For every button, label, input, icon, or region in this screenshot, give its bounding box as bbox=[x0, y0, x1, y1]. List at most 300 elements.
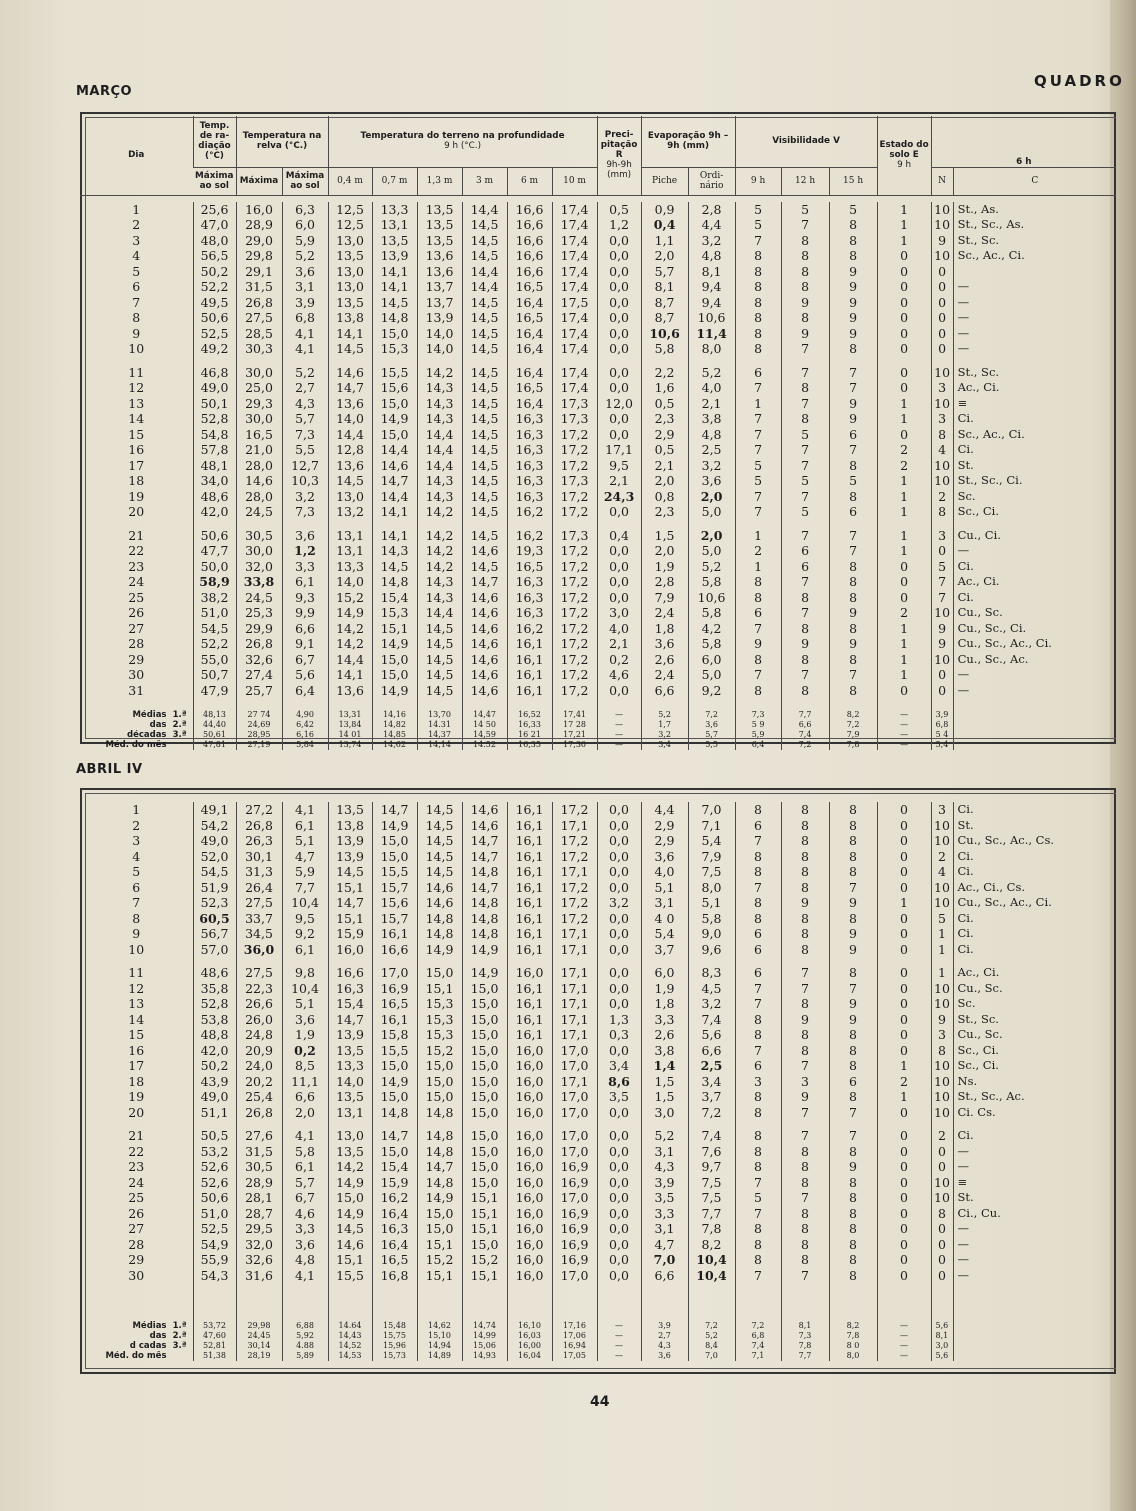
data-cell: 8,0 bbox=[688, 341, 735, 357]
data-cell: 17,4 bbox=[552, 326, 597, 342]
data-cell: 6,0 bbox=[641, 965, 688, 981]
col-visib-9h: 9 h bbox=[735, 167, 781, 195]
table-row bbox=[80, 380, 1116, 396]
data-cell: 5 bbox=[781, 473, 829, 489]
data-cell: 14,4 bbox=[417, 442, 462, 458]
data-cell: 17,5 bbox=[552, 295, 597, 311]
cloud-type-cell: Cu., Ci. bbox=[953, 528, 1116, 544]
spacer bbox=[80, 957, 193, 965]
data-cell: 47,7 bbox=[193, 543, 236, 559]
data-cell: 51,1 bbox=[193, 1105, 236, 1121]
data-cell: 0 bbox=[931, 295, 953, 311]
data-cell: 14,6 bbox=[462, 543, 507, 559]
data-cell: 7 bbox=[781, 217, 829, 233]
data-cell: 14,7 bbox=[328, 1012, 372, 1028]
data-cell: 16,3 bbox=[507, 574, 552, 590]
data-cell: 4,3 bbox=[641, 1159, 688, 1175]
cloud-type-cell: Sc., Ci. bbox=[953, 1043, 1116, 1059]
data-cell: 5 bbox=[931, 911, 953, 927]
data-cell: 1 bbox=[877, 411, 931, 427]
data-cell: 50,6 bbox=[193, 310, 236, 326]
data-cell: 7 bbox=[829, 667, 877, 683]
data-cell: 8 bbox=[829, 1043, 877, 1059]
table-row bbox=[80, 543, 1116, 559]
data-cell: 17,4 bbox=[552, 264, 597, 280]
data-cell: 14,2 bbox=[417, 543, 462, 559]
data-cell: 16,4 bbox=[372, 1237, 417, 1253]
data-cell: 15,4 bbox=[328, 996, 372, 1012]
data-cell: 1,2 bbox=[597, 217, 641, 233]
average-cell: 3,9 bbox=[931, 710, 953, 720]
data-cell: 3,1 bbox=[641, 1144, 688, 1160]
data-cell: 16,3 bbox=[372, 1221, 417, 1237]
average-cell: 27 74 bbox=[236, 710, 282, 720]
data-cell: 3,7 bbox=[688, 1089, 735, 1105]
cloud-type-cell: St. bbox=[953, 458, 1116, 474]
data-cell: 3 bbox=[735, 1074, 781, 1090]
data-cell: 14,4 bbox=[462, 264, 507, 280]
data-cell: 4,8 bbox=[282, 1252, 328, 1268]
data-cell: 6,7 bbox=[282, 1190, 328, 1206]
data-cell: 3,2 bbox=[688, 233, 735, 249]
spacer bbox=[953, 1120, 1116, 1128]
spacer bbox=[193, 357, 236, 365]
data-cell: 9 bbox=[829, 295, 877, 311]
average-cell: 3,9 bbox=[641, 1321, 688, 1331]
spacer bbox=[781, 520, 829, 528]
data-cell: 3,6 bbox=[282, 264, 328, 280]
average-cell: 13,31 bbox=[328, 710, 372, 720]
data-cell: 3,1 bbox=[282, 279, 328, 295]
decade-number: 2.ª bbox=[172, 1331, 187, 1341]
day-cell: 22 bbox=[128, 1143, 145, 1159]
data-cell: 16,1 bbox=[507, 911, 552, 927]
spacer bbox=[236, 357, 282, 365]
table-row bbox=[80, 895, 1116, 911]
data-cell: 16,1 bbox=[507, 926, 552, 942]
spacer bbox=[236, 1120, 282, 1128]
data-cell: 3,6 bbox=[282, 528, 328, 544]
data-cell: 13,9 bbox=[417, 310, 462, 326]
data-cell: 8 bbox=[781, 996, 829, 1012]
data-cell: 2 bbox=[931, 849, 953, 865]
table-row bbox=[80, 1027, 1116, 1043]
data-cell: 6,6 bbox=[282, 621, 328, 637]
data-cell: 15,3 bbox=[417, 1027, 462, 1043]
data-cell: 16,6 bbox=[507, 217, 552, 233]
data-cell: 7 bbox=[735, 1043, 781, 1059]
data-cell: 8 bbox=[781, 1027, 829, 1043]
average-cell: — bbox=[877, 1341, 931, 1351]
data-cell: 14,9 bbox=[417, 942, 462, 958]
data-cell: 16,1 bbox=[507, 802, 552, 818]
data-cell: 8 bbox=[781, 264, 829, 280]
data-cell: 7 bbox=[781, 442, 829, 458]
average-cell: 14,94 bbox=[417, 1341, 462, 1351]
data-cell: 50,6 bbox=[193, 528, 236, 544]
data-cell: 6 bbox=[735, 942, 781, 958]
data-cell: 25,4 bbox=[236, 1089, 282, 1105]
data-cell: 14,5 bbox=[417, 849, 462, 865]
average-cell: 17,06 bbox=[552, 1331, 597, 1341]
cloud-type-cell: Ci. bbox=[953, 849, 1116, 865]
data-cell: 14,1 bbox=[372, 264, 417, 280]
data-cell: 15,0 bbox=[417, 1074, 462, 1090]
data-cell: 9 bbox=[829, 310, 877, 326]
data-cell: 29,0 bbox=[236, 233, 282, 249]
spacer bbox=[688, 698, 735, 710]
data-cell: 16,6 bbox=[328, 965, 372, 981]
data-cell: 14,5 bbox=[417, 818, 462, 834]
average-cell: 14.64 bbox=[328, 1321, 372, 1331]
data-cell: 16,2 bbox=[507, 621, 552, 637]
data-cell: 16,9 bbox=[372, 981, 417, 997]
data-cell: 14,5 bbox=[462, 326, 507, 342]
data-cell: 9 bbox=[829, 1012, 877, 1028]
data-cell: 32,0 bbox=[236, 559, 282, 575]
spacer bbox=[931, 1283, 953, 1321]
data-cell: 14,7 bbox=[462, 833, 507, 849]
data-cell: 0 bbox=[877, 1206, 931, 1222]
cloud-type-cell: — bbox=[953, 341, 1116, 357]
average-cell: 5,4 bbox=[931, 740, 953, 750]
data-cell: 5 bbox=[735, 202, 781, 218]
data-cell: 10,4 bbox=[688, 1252, 735, 1268]
data-cell: 9 bbox=[829, 895, 877, 911]
spacer bbox=[953, 720, 1116, 730]
table-row bbox=[80, 1144, 1116, 1160]
data-cell: 17,4 bbox=[552, 202, 597, 218]
data-cell: 16,4 bbox=[507, 326, 552, 342]
data-cell: 14,6 bbox=[462, 652, 507, 668]
day-cell: 13 bbox=[128, 395, 145, 411]
data-cell: 14,8 bbox=[417, 1144, 462, 1160]
data-cell: 13,9 bbox=[328, 1027, 372, 1043]
spacer bbox=[953, 740, 1116, 750]
data-cell: 14,5 bbox=[462, 489, 507, 505]
data-cell: 0 bbox=[877, 1190, 931, 1206]
data-cell: 0,0 bbox=[597, 911, 641, 927]
data-cell: 0,0 bbox=[597, 942, 641, 958]
data-cell: 14,9 bbox=[417, 1190, 462, 1206]
data-cell: 7,9 bbox=[688, 849, 735, 865]
data-cell: 14,8 bbox=[462, 864, 507, 880]
average-cell: 15,06 bbox=[462, 1341, 507, 1351]
data-cell: 3,3 bbox=[641, 1012, 688, 1028]
data-cell: 11,1 bbox=[282, 1074, 328, 1090]
data-cell: 1,9 bbox=[641, 981, 688, 997]
spacer bbox=[877, 520, 931, 528]
spacer bbox=[781, 1283, 829, 1321]
data-cell: 13,8 bbox=[328, 818, 372, 834]
data-cell: 24,3 bbox=[597, 489, 641, 505]
data-cell: 14,7 bbox=[462, 880, 507, 896]
data-cell: 10 bbox=[931, 981, 953, 997]
cloud-type-cell: Cu., Sc., Ci. bbox=[953, 621, 1116, 637]
data-cell: 1,5 bbox=[641, 1074, 688, 1090]
data-cell: 2,1 bbox=[688, 396, 735, 412]
data-cell: 8 bbox=[781, 926, 829, 942]
spacer bbox=[282, 357, 328, 365]
spacer bbox=[829, 957, 877, 965]
data-cell: 10 bbox=[931, 202, 953, 218]
average-cell: 1,7 bbox=[641, 720, 688, 730]
data-cell: 8 bbox=[829, 911, 877, 927]
average-cell: 8,2 bbox=[829, 710, 877, 720]
data-cell: 16,0 bbox=[507, 1089, 552, 1105]
table-row bbox=[80, 965, 1116, 981]
data-cell: 2,8 bbox=[688, 202, 735, 218]
day-cell: 5 bbox=[132, 263, 141, 279]
data-cell: 10 bbox=[931, 1058, 953, 1074]
data-cell: 17,2 bbox=[552, 802, 597, 818]
table-row bbox=[80, 341, 1116, 357]
data-cell: 14,5 bbox=[328, 864, 372, 880]
data-cell: 3 bbox=[931, 528, 953, 544]
table-row bbox=[80, 504, 1116, 520]
col-estado bbox=[877, 116, 931, 195]
data-cell: 4,1 bbox=[282, 1128, 328, 1144]
data-cell: 54,8 bbox=[193, 427, 236, 443]
average-label bbox=[80, 1341, 193, 1351]
data-cell: 33,8 bbox=[236, 574, 282, 590]
data-cell: 1,8 bbox=[641, 996, 688, 1012]
data-cell: 58,9 bbox=[193, 574, 236, 590]
data-cell: 31,5 bbox=[236, 279, 282, 295]
data-cell: 52,6 bbox=[193, 1175, 236, 1191]
data-cell: 2,4 bbox=[641, 667, 688, 683]
data-cell: 0 bbox=[877, 802, 931, 818]
table-row bbox=[80, 849, 1116, 865]
data-cell: 9 bbox=[781, 1089, 829, 1105]
data-cell: 0,0 bbox=[597, 981, 641, 997]
spacer bbox=[552, 357, 597, 365]
data-cell: 16,2 bbox=[372, 1190, 417, 1206]
data-cell: 8 bbox=[931, 504, 953, 520]
data-cell: 9 bbox=[829, 942, 877, 958]
data-cell: 15,0 bbox=[462, 1074, 507, 1090]
data-cell: 16,3 bbox=[507, 489, 552, 505]
data-cell: 14,5 bbox=[417, 652, 462, 668]
data-cell: 6,1 bbox=[282, 1159, 328, 1175]
cloud-type-cell: Ac., Ci. bbox=[953, 574, 1116, 590]
average-cell: 7,0 bbox=[688, 1351, 735, 1361]
data-cell: 34,0 bbox=[193, 473, 236, 489]
data-cell: 14,3 bbox=[417, 380, 462, 396]
average-cell: 14,82 bbox=[372, 720, 417, 730]
average-cell: 16,52 bbox=[507, 710, 552, 720]
data-cell: 0,0 bbox=[597, 849, 641, 865]
data-cell: 8 bbox=[829, 802, 877, 818]
data-cell: 2,3 bbox=[641, 504, 688, 520]
average-label bbox=[80, 720, 193, 730]
data-cell: 3,5 bbox=[597, 1089, 641, 1105]
data-cell: 8 bbox=[735, 341, 781, 357]
average-row bbox=[80, 1331, 1116, 1341]
table-row bbox=[80, 326, 1116, 342]
day-cell: 12 bbox=[128, 380, 145, 395]
cloud-type-cell: — bbox=[953, 1221, 1116, 1237]
data-cell: 8 bbox=[829, 1089, 877, 1105]
day-cell: 3 bbox=[132, 232, 141, 248]
data-cell: 14,5 bbox=[462, 458, 507, 474]
data-cell: 52,2 bbox=[193, 279, 236, 295]
data-cell: 5,1 bbox=[688, 895, 735, 911]
cloud-type-cell: — bbox=[953, 1159, 1116, 1175]
data-cell: 7 bbox=[781, 341, 829, 357]
data-cell: 14,5 bbox=[417, 864, 462, 880]
average-cell: 7,2 bbox=[688, 710, 735, 720]
data-cell: 26,8 bbox=[236, 295, 282, 311]
data-cell: 3,4 bbox=[688, 1074, 735, 1090]
table-row bbox=[80, 818, 1116, 834]
data-cell: 14,3 bbox=[417, 489, 462, 505]
data-cell: 49,0 bbox=[193, 1089, 236, 1105]
data-cell: 0,0 bbox=[597, 310, 641, 326]
data-cell: 14,0 bbox=[417, 326, 462, 342]
data-cell: 14,3 bbox=[417, 396, 462, 412]
data-cell: 16,9 bbox=[552, 1221, 597, 1237]
day-cell: 30 bbox=[128, 1267, 145, 1283]
cloud-type-cell: Ci. Cs. bbox=[953, 1105, 1116, 1121]
average-row bbox=[80, 1351, 1116, 1361]
col-nuvens-n: N bbox=[931, 167, 953, 195]
spacer bbox=[462, 1120, 507, 1128]
data-cell: 15,5 bbox=[372, 1043, 417, 1059]
data-cell: 9 bbox=[781, 326, 829, 342]
data-cell: 0,0 bbox=[597, 996, 641, 1012]
data-cell: 26,3 bbox=[236, 833, 282, 849]
data-cell: 52,5 bbox=[193, 1221, 236, 1237]
data-cell: 15,0 bbox=[372, 667, 417, 683]
day-cell: 4 bbox=[132, 248, 141, 263]
data-cell: 1 bbox=[877, 652, 931, 668]
data-cell: 5 bbox=[735, 217, 781, 233]
data-cell: 3,7 bbox=[641, 942, 688, 958]
data-cell: 16,1 bbox=[507, 996, 552, 1012]
data-cell: 14,8 bbox=[417, 1105, 462, 1121]
table-row bbox=[80, 996, 1116, 1012]
data-cell: 16,1 bbox=[507, 942, 552, 958]
data-cell: 0 bbox=[931, 1237, 953, 1253]
average-label bbox=[80, 730, 193, 740]
data-cell: 15,2 bbox=[417, 1043, 462, 1059]
data-cell: 4 0 bbox=[641, 911, 688, 927]
data-cell: 17,2 bbox=[552, 667, 597, 683]
data-cell: 17,0 bbox=[552, 1089, 597, 1105]
data-cell: 13,9 bbox=[328, 849, 372, 865]
data-cell: 56,7 bbox=[193, 926, 236, 942]
data-cell: 51,0 bbox=[193, 1206, 236, 1222]
data-cell: 17,3 bbox=[552, 473, 597, 489]
data-cell: 14,1 bbox=[372, 504, 417, 520]
data-cell: 8 bbox=[781, 1252, 829, 1268]
data-cell: 8 bbox=[781, 683, 829, 699]
data-cell: 17,3 bbox=[552, 411, 597, 427]
data-cell: 0,0 bbox=[597, 880, 641, 896]
data-cell: 0,0 bbox=[597, 264, 641, 280]
data-cell: 16,3 bbox=[507, 442, 552, 458]
data-cell: 10 bbox=[931, 1089, 953, 1105]
spacer bbox=[193, 1283, 236, 1321]
data-cell: 8 bbox=[735, 911, 781, 927]
average-cell: 7,2 bbox=[829, 720, 877, 730]
data-cell: 16,8 bbox=[372, 1268, 417, 1284]
table-row bbox=[80, 864, 1116, 880]
data-cell: 7,3 bbox=[282, 427, 328, 443]
day-cell: 29 bbox=[128, 651, 145, 667]
data-cell: 10 bbox=[931, 996, 953, 1012]
data-cell: 4,0 bbox=[688, 380, 735, 396]
table-row bbox=[80, 1159, 1116, 1175]
day-cell: 13 bbox=[128, 996, 145, 1011]
day-cell: 10 bbox=[128, 941, 145, 957]
data-cell: 14,7 bbox=[328, 380, 372, 396]
data-cell: 0 bbox=[931, 1252, 953, 1268]
data-cell: 14,5 bbox=[462, 559, 507, 575]
data-cell: 14,5 bbox=[462, 442, 507, 458]
data-cell: 14,4 bbox=[328, 652, 372, 668]
data-cell: 16,1 bbox=[372, 1012, 417, 1028]
day-cell: 26 bbox=[128, 1205, 145, 1221]
data-cell: 0 bbox=[877, 965, 931, 981]
cloud-type-cell: Sc. bbox=[953, 489, 1116, 505]
data-cell: 0,0 bbox=[597, 295, 641, 311]
data-cell: 14,8 bbox=[417, 926, 462, 942]
data-cell: 3,9 bbox=[282, 295, 328, 311]
spacer bbox=[688, 357, 735, 365]
data-cell: 8 bbox=[781, 818, 829, 834]
data-cell: 16,9 bbox=[552, 1159, 597, 1175]
data-cell: 48,8 bbox=[193, 1027, 236, 1043]
cloud-type-cell: — bbox=[953, 279, 1116, 295]
data-cell: 0 bbox=[877, 880, 931, 896]
data-cell: 29,5 bbox=[236, 1221, 282, 1237]
data-cell: 0 bbox=[877, 264, 931, 280]
spacer bbox=[953, 1351, 1116, 1361]
data-cell: 6,4 bbox=[282, 683, 328, 699]
data-cell: 2 bbox=[877, 1074, 931, 1090]
day-cell: 16 bbox=[128, 1042, 145, 1058]
average-cell: 16,03 bbox=[507, 1331, 552, 1341]
data-cell: 0 bbox=[877, 559, 931, 575]
data-cell: 49,2 bbox=[193, 341, 236, 357]
data-cell: 15,0 bbox=[462, 1043, 507, 1059]
data-cell: 5,8 bbox=[688, 574, 735, 590]
data-cell: 1 bbox=[877, 895, 931, 911]
data-cell: 16,4 bbox=[507, 341, 552, 357]
average-cell: 15,96 bbox=[372, 1341, 417, 1351]
data-cell: 0 bbox=[877, 1105, 931, 1121]
data-cell: 3,0 bbox=[641, 1105, 688, 1121]
average-cell: 14 01 bbox=[328, 730, 372, 740]
data-cell: 8 bbox=[735, 264, 781, 280]
data-cell: 0 bbox=[877, 849, 931, 865]
data-cell: 14,1 bbox=[372, 528, 417, 544]
table-row bbox=[80, 411, 1116, 427]
spacer bbox=[462, 357, 507, 365]
table-row bbox=[80, 605, 1116, 621]
data-cell: 5 bbox=[735, 458, 781, 474]
data-cell: 16,0 bbox=[507, 1206, 552, 1222]
data-cell: 8 bbox=[829, 864, 877, 880]
data-cell: 7,4 bbox=[688, 1128, 735, 1144]
data-cell: 4,4 bbox=[641, 802, 688, 818]
data-cell: 36,0 bbox=[236, 942, 282, 958]
data-cell: 14,5 bbox=[417, 667, 462, 683]
data-cell: 16,3 bbox=[328, 981, 372, 997]
average-cell: — bbox=[877, 1321, 931, 1331]
